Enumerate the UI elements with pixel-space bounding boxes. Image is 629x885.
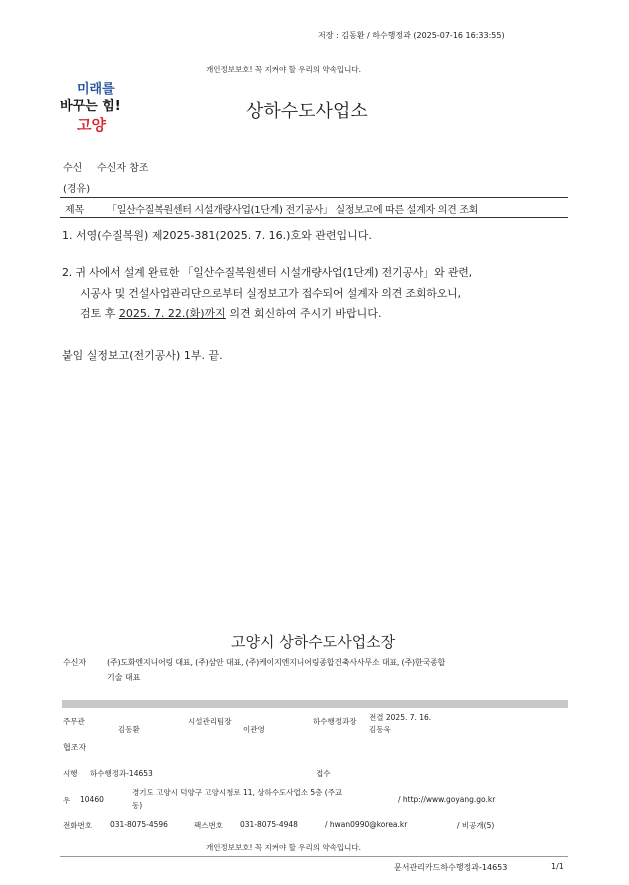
recipients-line2: 기술 대표 <box>107 673 141 682</box>
save-meta: 저장 : 김동환 / 하수행정과 (2025-07-16 16:33:55) <box>318 31 505 40</box>
goyang-logo <box>60 76 130 140</box>
logo-line3: 고양 <box>77 116 106 134</box>
disclosure-status: / 비공개(5) <box>457 821 495 830</box>
recipients-line1: (주)도화엔지니어링 대표, (주)삼안 대표, (주)케이지엔지니어링종합건축사사무소 대표, (주)한국종합 <box>107 658 446 667</box>
email-link[interactable]: / hwan0990@korea.kr <box>325 820 408 829</box>
cooperator-label: 협조자 <box>63 743 87 752</box>
document-number: 문서관리카드하수행정과-14653 <box>394 863 508 872</box>
document-title: 상하수도사업소 <box>246 101 368 122</box>
subject-top-divider <box>60 197 568 198</box>
body-item-2-line2: 시공사 및 건설사업관리단으로부터 실정보고가 접수되어 설계자 의견 조회하오니, <box>80 287 461 300</box>
postal-label: 우 <box>63 796 71 805</box>
subject-text: 「일산수질복원센터 시설개량사업(1단계) 전기공사」 실정보고에 따른 설계자 의견 조회 <box>107 205 479 216</box>
recipient-label: 수신 <box>63 163 83 174</box>
fax-label: 팩스번호 <box>194 821 223 830</box>
phone-label: 전화번호 <box>63 821 92 830</box>
address-line1: 경기도 고양시 덕양구 고양시청로 11, 상하수도사업소 5층 (주교 <box>132 788 343 797</box>
recipients-label: 수신자 <box>63 658 87 667</box>
privacy-notice-bottom: 개인정보보호! 꼭 지켜야 할 우리의 약속입니다. <box>206 843 361 852</box>
body-item-2-line1: 2. 귀 사에서 설계 완료한 「일산수질복원센터 시설개량사업(1단계) 전기공사」와 관련, <box>62 266 472 279</box>
approval-name-3: 김동욱 <box>369 725 391 734</box>
logo-line1: 미래를 <box>77 82 115 97</box>
receipt-label: 접수 <box>316 769 331 778</box>
attachment-line: 붙임 실정보고(전기공사) 1부. 끝. <box>62 349 223 362</box>
approval-note-3: 전결 2025. 7. 16. <box>369 713 432 722</box>
item-2-line3-prefix: 검토 후 <box>80 307 116 320</box>
enforce-label: 시행 <box>63 769 78 778</box>
approval-role-1: 주무관 <box>63 717 85 726</box>
via-label: (경유) <box>63 184 91 195</box>
subject-label: 제목 <box>65 205 85 216</box>
issuer-name: 고양시 상하수도사업소장 <box>231 633 396 651</box>
approval-role-2: 시설관리팀장 <box>188 717 232 726</box>
footer-divider <box>60 856 568 857</box>
approval-header-bar <box>62 700 568 708</box>
fax-number: 031-8075-4948 <box>240 820 298 829</box>
postal-code: 10460 <box>80 795 104 804</box>
approval-name-2: 이관영 <box>243 725 265 734</box>
page-indicator: 1/1 <box>551 862 564 871</box>
enforce-value: 하수행정과-14653 <box>90 769 153 778</box>
phone-number: 031-8075-4596 <box>110 820 168 829</box>
approval-role-3: 하수행정과장 <box>313 717 357 726</box>
approval-name-1: 김동환 <box>118 725 140 734</box>
body-item-2-line3 <box>80 305 381 321</box>
address-line2: 동) <box>132 801 143 810</box>
subject-bottom-divider <box>60 217 568 218</box>
item-2-line3-suffix: 의견 회신하여 주시기 바랍니다. <box>229 307 382 320</box>
website-link[interactable]: / http://www.goyang.go.kr <box>398 795 496 804</box>
logo-line2: 바꾸는 힘! <box>60 99 121 114</box>
body-item-1: 1. 서영(수질복원) 제2025-381(2025. 7. 16.)호와 관련입니다. <box>62 229 372 242</box>
privacy-notice-top: 개인정보보호! 꼭 지켜야 할 우리의 약속입니다. <box>206 65 361 74</box>
deadline-date: 2025. 7. 22.(화)까지 <box>118 307 226 320</box>
recipient-value: 수신자 참조 <box>97 163 149 174</box>
